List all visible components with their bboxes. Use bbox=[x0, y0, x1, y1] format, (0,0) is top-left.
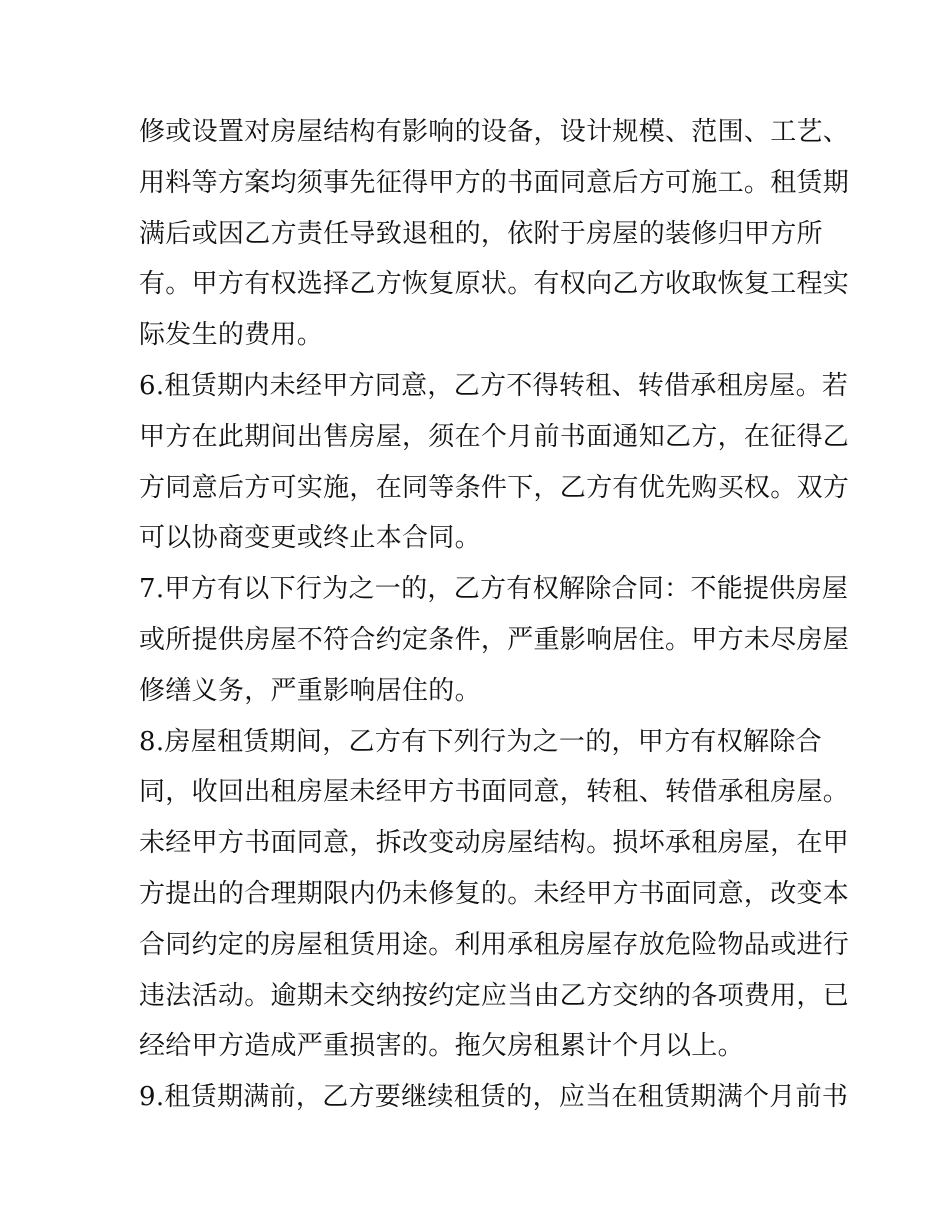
text-line: 或所提供房屋不符合约定条件，严重影响居住。甲方未尽房屋 bbox=[139, 624, 850, 655]
text-line: 满后或因乙方责任导致退租的，依附于房屋的装修归甲方所 bbox=[139, 218, 823, 249]
text-line: 合同约定的房屋租赁用途。利用承租房屋存放危险物品或进行 bbox=[139, 929, 850, 960]
text-line: 有。甲方有权选择乙方恢复原状。有权向乙方收取恢复工程实 bbox=[139, 269, 850, 300]
text-line: 违法活动。逾期未交纳按约定应当由乙方交纳的各项费用，已 bbox=[139, 980, 850, 1011]
text-line: 9.租赁期满前，乙方要继续租赁的，应当在租赁期满个月前书 bbox=[139, 1082, 849, 1113]
text-line: 7.甲方有以下行为之一的，乙方有权解除合同：不能提供房屋 bbox=[139, 574, 849, 605]
text-line: 8.房屋租赁期间，乙方有下列行为之一的，甲方有权解除合 bbox=[139, 726, 822, 757]
contract-body-text bbox=[139, 107, 850, 1123]
text-line: 方提出的合理期限内仍未修复的。未经甲方书面同意，改变本 bbox=[139, 878, 850, 909]
text-line: 际发生的费用。 bbox=[139, 320, 324, 351]
text-line: 方同意后方可实施，在同等条件下，乙方有优先购买权。双方 bbox=[139, 472, 850, 503]
text-line: 未经甲方书面同意，拆改变动房屋结构。损坏承租房屋，在甲 bbox=[139, 828, 850, 859]
text-line: 6.租赁期内未经甲方同意，乙方不得转租、转借承租房屋。若 bbox=[139, 370, 849, 401]
text-line: 用料等方案均须事先征得甲方的书面同意后方可施工。租赁期 bbox=[139, 167, 850, 198]
text-line: 经给甲方造成严重损害的。拖欠房租累计个月以上。 bbox=[139, 1031, 744, 1062]
text-line: 修或设置对房屋结构有影响的设备，设计规模、范围、工艺、 bbox=[139, 117, 850, 147]
text-line: 同，收回出租房屋未经甲方书面同意，转租、转借承租房屋。 bbox=[139, 777, 850, 808]
text-line: 修缮义务，严重影响居住的。 bbox=[139, 675, 481, 706]
text-line: 甲方在此期间出售房屋，须在个月前书面通知乙方，在征得乙 bbox=[139, 421, 850, 452]
text-line: 可以协商变更或终止本合同。 bbox=[139, 523, 481, 554]
